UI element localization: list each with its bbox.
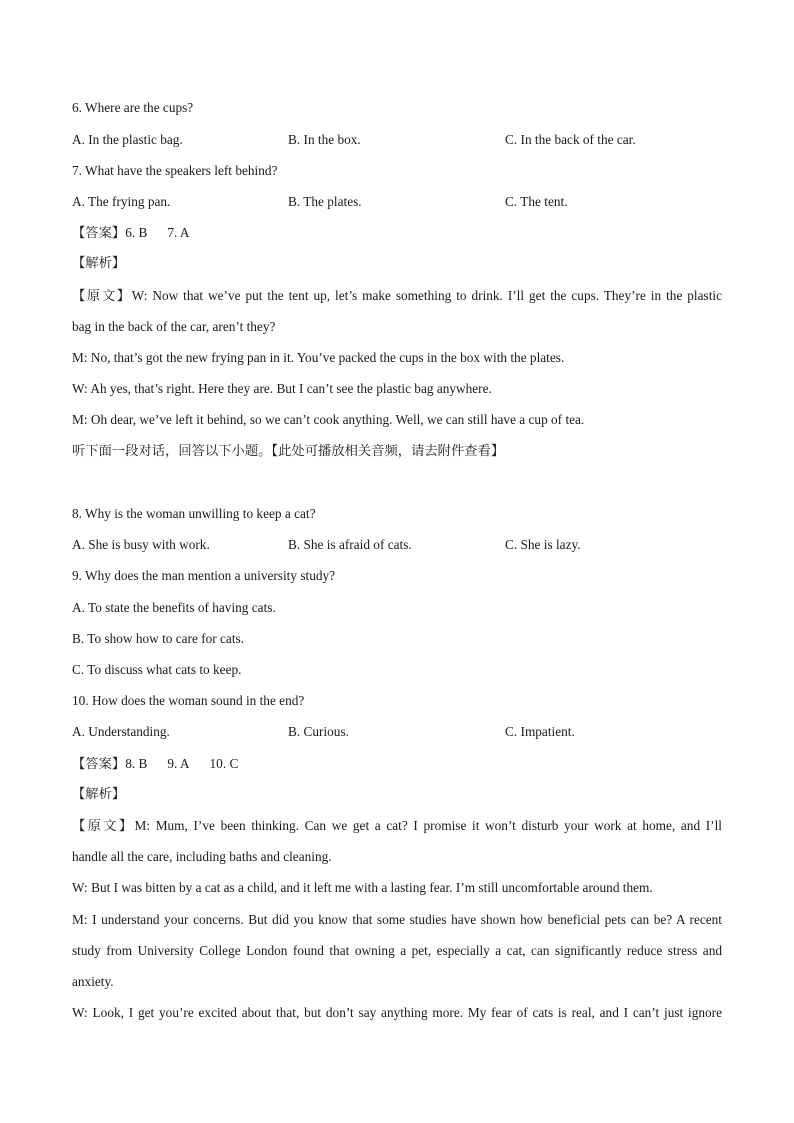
answer-item: 7. A — [167, 225, 190, 240]
option-b: B. In the box. — [288, 132, 361, 147]
transcript-line: W: Ah yes, that’s right. Here they are. But I can’t see the plastic bag anywhere. — [72, 381, 492, 396]
transcript-line: 【原文】W: Now that we’ve put the tent up, let’s make something to drink. I’ll get the cups. They’re in the plastic — [72, 288, 722, 303]
analysis-label: 【解析】 — [72, 787, 126, 802]
option-a: A. To state the benefits of having cats. — [72, 600, 276, 615]
option-c: C. In the back of the car. — [505, 132, 636, 147]
transcript-line: 【原文】M: Mum, I’ve been thinking. Can we get a cat? I promise it won’t disturb your work at home, and I’ll — [72, 818, 722, 833]
question-10: 10. How does the woman sound in the end? — [72, 693, 305, 708]
question-8: 8. Why is the woman unwilling to keep a cat? — [72, 506, 316, 521]
listening-instruction: 听下面一段对话，回答以下小题。【此处可播放相关音频，请去附件查看】 — [72, 444, 505, 459]
question-9: 9. Why does the man mention a university study? — [72, 568, 336, 583]
answer-item: 9. A — [167, 756, 190, 771]
option-b: B. The plates. — [288, 194, 362, 209]
option-a: A. In the plastic bag. — [72, 132, 183, 147]
option-c: C. Impatient. — [505, 724, 575, 739]
answer-line — [72, 224, 722, 243]
answer-item: 8. B — [125, 756, 148, 771]
transcript-line: handle all the care, including baths and cleaning. — [72, 849, 332, 864]
answer-item: 10. C — [209, 756, 239, 771]
transcript-line: anxiety. — [72, 974, 114, 989]
option-a: A. She is busy with work. — [72, 537, 210, 552]
transcript-line: W: Look, I get you’re excited about that, but don’t say anything more. My fear of cats is real, and I can’t just ignore — [72, 1005, 722, 1020]
option-c: C. She is lazy. — [505, 537, 581, 552]
transcript-line: study from University College London found that owning a pet, especially a cat, can significantly reduce stress and — [72, 943, 722, 958]
answer-label: 【答案】 — [72, 226, 126, 241]
option-c: C. The tent. — [505, 194, 568, 209]
option-c: C. To discuss what cats to keep. — [72, 662, 242, 677]
option-b: B. To show how to care for cats. — [72, 631, 245, 646]
answer-item: 6. B — [125, 225, 148, 240]
option-b: B. Curious. — [288, 724, 349, 739]
transcript-line: M: Oh dear, we’ve left it behind, so we can’t cook anything. Well, we can still have a cup of tea. — [72, 412, 585, 427]
transcript-line: bag in the back of the car, aren’t they? — [72, 319, 276, 334]
question-7: 7. What have the speakers left behind? — [72, 163, 278, 178]
option-a: A. Understanding. — [72, 724, 170, 739]
analysis-label: 【解析】 — [72, 256, 126, 271]
option-a: A. The frying pan. — [72, 194, 171, 209]
transcript-line: W: But I was bitten by a cat as a child, and it left me with a lasting fear. I’m still uncomfortable around them. — [72, 880, 653, 895]
answer-label: 【答案】 — [72, 757, 126, 772]
answer-line — [72, 755, 722, 774]
transcript-line: M: I understand your concerns. But did you know that some studies have shown how beneficial pets can be? A recent — [72, 912, 722, 927]
question-6: 6. Where are the cups? — [72, 100, 194, 115]
option-b: B. She is afraid of cats. — [288, 537, 412, 552]
transcript-line: M: No, that’s got the new frying pan in it. You’ve packed the cups in the box with the plates. — [72, 350, 565, 365]
